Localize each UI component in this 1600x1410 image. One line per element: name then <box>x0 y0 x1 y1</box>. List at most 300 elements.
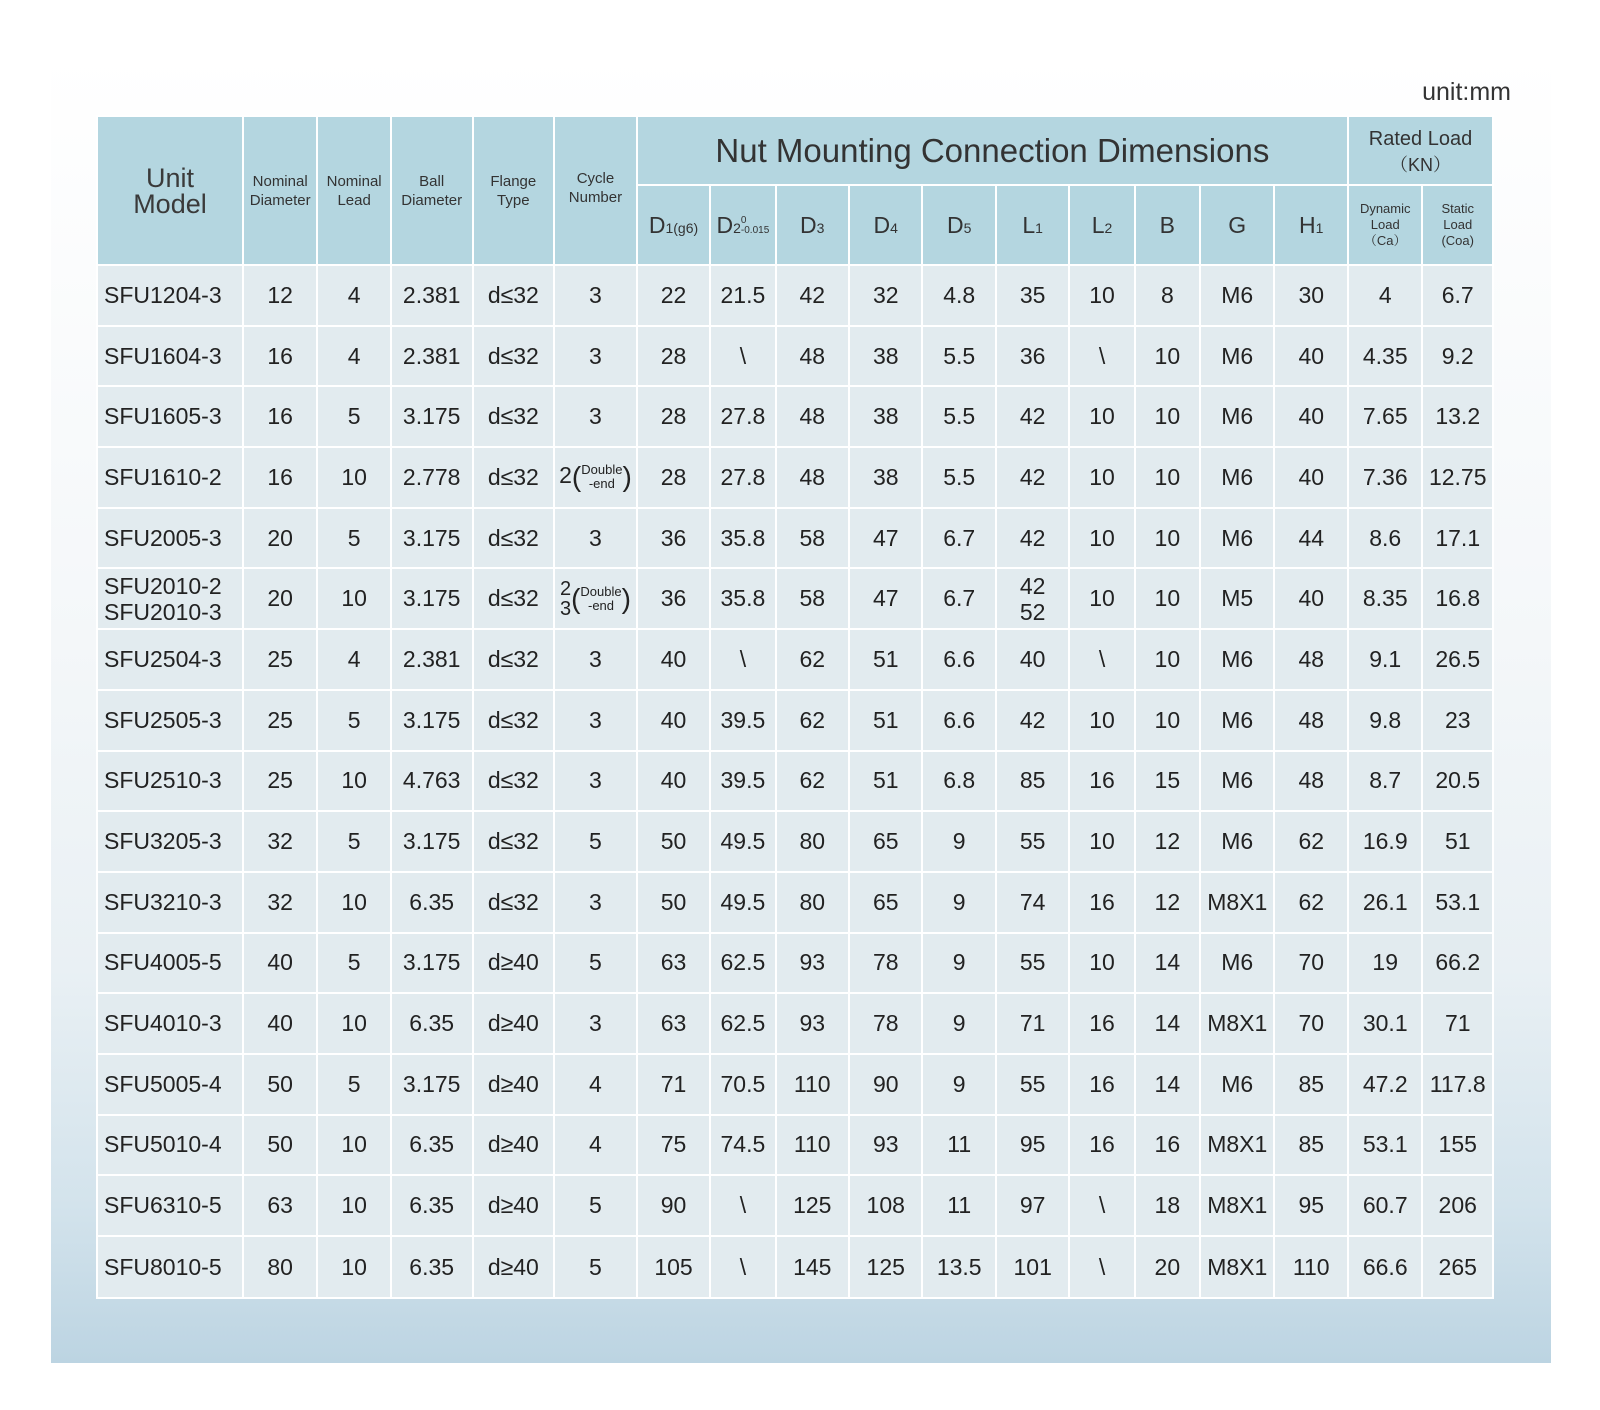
cell-d1: 40 <box>637 751 710 812</box>
cell-b: 12 <box>1135 872 1200 933</box>
cell-lead: 10 <box>317 1175 390 1236</box>
cell-ca: 8.6 <box>1348 508 1422 569</box>
cell-d5: 5.5 <box>922 326 995 387</box>
cell-lead: 10 <box>317 1115 390 1176</box>
cell-nd: 32 <box>243 872 317 933</box>
cell-nd: 63 <box>243 1175 317 1236</box>
cell-cycle: 5 <box>554 1236 637 1298</box>
table-row <box>97 811 1493 872</box>
cell-flange: d≥40 <box>473 933 555 994</box>
cell-ca: 4.35 <box>1348 326 1422 387</box>
cell-model: SFU3205-3 <box>97 811 243 872</box>
cell-nd: 16 <box>243 447 317 508</box>
cell-b: 10 <box>1135 568 1200 629</box>
cell-flange: d≤32 <box>473 447 555 508</box>
cell-l2: 10 <box>1069 386 1134 447</box>
cell-d4: 32 <box>849 265 922 326</box>
cell-d3: 48 <box>776 326 849 387</box>
cell-d4: 51 <box>849 751 922 812</box>
cell-l1: 85 <box>996 751 1069 812</box>
cell-nd: 20 <box>243 508 317 569</box>
header-d2: D2 0 -0.015 <box>710 185 775 265</box>
cell-b: 10 <box>1135 447 1200 508</box>
table-row <box>97 690 1493 751</box>
cell-l1: 40 <box>996 629 1069 690</box>
cell-flange: d≤32 <box>473 508 555 569</box>
cell-nd: 80 <box>243 1236 317 1298</box>
cell-d3: 80 <box>776 811 849 872</box>
cell-model: SFU2005-3 <box>97 508 243 569</box>
cell-l1: 42 52 <box>996 568 1069 629</box>
cell-lead: 10 <box>317 751 390 812</box>
cell-d2: \ <box>710 1236 775 1298</box>
cell-d5: 6.6 <box>922 690 995 751</box>
header-g: G <box>1200 185 1274 265</box>
cell-l2: 10 <box>1069 568 1134 629</box>
cell-d1: 36 <box>637 568 710 629</box>
cell-g: M8X1 <box>1200 872 1274 933</box>
cell-cycle: 3 <box>554 629 637 690</box>
cell-ca: 8.35 <box>1348 568 1422 629</box>
cell-d4: 90 <box>849 1054 922 1115</box>
cell-d2: 49.5 <box>710 872 775 933</box>
cell-flange: d≥40 <box>473 1236 555 1298</box>
cell-lead: 4 <box>317 629 390 690</box>
cell-cycle: 3 <box>554 872 637 933</box>
cell-d5: 6.8 <box>922 751 995 812</box>
cell-h1: 95 <box>1274 1175 1348 1236</box>
cell-coa: 20.5 <box>1422 751 1493 812</box>
cell-l2: \ <box>1069 629 1134 690</box>
cell-cycle: 3 <box>554 265 637 326</box>
cell-g: M8X1 <box>1200 1115 1274 1176</box>
cell-ca: 53.1 <box>1348 1115 1422 1176</box>
cell-flange: d≥40 <box>473 1054 555 1115</box>
cell-h1: 44 <box>1274 508 1348 569</box>
cell-model: SFU2010-2 SFU2010-3 <box>97 568 243 629</box>
cell-nd: 50 <box>243 1115 317 1176</box>
table-row <box>97 508 1493 569</box>
cell-model: SFU1605-3 <box>97 386 243 447</box>
cell-d3: 48 <box>776 447 849 508</box>
cell-ball: 3.175 <box>391 1054 473 1115</box>
cell-h1: 48 <box>1274 751 1348 812</box>
cell-d5: 9 <box>922 993 995 1054</box>
ball-screw-spec-table <box>96 115 1494 1299</box>
cell-d5: 4.8 <box>922 265 995 326</box>
cell-ball: 4.763 <box>391 751 473 812</box>
cell-ca: 4 <box>1348 265 1422 326</box>
cell-ball: 3.175 <box>391 386 473 447</box>
cell-lead: 5 <box>317 386 390 447</box>
cell-d5: 6.7 <box>922 568 995 629</box>
cell-d5: 9 <box>922 1054 995 1115</box>
cell-d2: 70.5 <box>710 1054 775 1115</box>
header-unit-model: Unit Model <box>97 116 243 265</box>
cell-ca: 9.8 <box>1348 690 1422 751</box>
cell-d3: 145 <box>776 1236 849 1298</box>
header-cycle-number: Cycle Number <box>554 116 637 265</box>
cell-d4: 125 <box>849 1236 922 1298</box>
cell-cycle: 4 <box>554 1115 637 1176</box>
cell-h1: 40 <box>1274 386 1348 447</box>
cell-l2: 16 <box>1069 1115 1134 1176</box>
cell-flange: d≤32 <box>473 751 555 812</box>
cell-l1: 55 <box>996 1054 1069 1115</box>
cell-lead: 10 <box>317 993 390 1054</box>
cell-ball: 6.35 <box>391 1236 473 1298</box>
cell-ca: 8.7 <box>1348 751 1422 812</box>
cell-d4: 47 <box>849 568 922 629</box>
cell-nd: 20 <box>243 568 317 629</box>
header-flange-type: Flange Type <box>473 116 555 265</box>
cell-d4: 65 <box>849 872 922 933</box>
cell-g: M8X1 <box>1200 1175 1274 1236</box>
cell-d4: 65 <box>849 811 922 872</box>
cell-coa: 51 <box>1422 811 1493 872</box>
header-d4: D4 <box>849 185 922 265</box>
cell-d1: 40 <box>637 690 710 751</box>
cell-g: M6 <box>1200 386 1274 447</box>
cell-ca: 9.1 <box>1348 629 1422 690</box>
cell-coa: 26.5 <box>1422 629 1493 690</box>
cell-l1: 55 <box>996 933 1069 994</box>
cell-h1: 62 <box>1274 872 1348 933</box>
cell-d2: 35.8 <box>710 568 775 629</box>
cell-l1: 55 <box>996 811 1069 872</box>
cell-g: M6 <box>1200 751 1274 812</box>
cell-g: M5 <box>1200 568 1274 629</box>
cell-nd: 16 <box>243 386 317 447</box>
cell-ball: 3.175 <box>391 508 473 569</box>
cell-flange: d≤32 <box>473 386 555 447</box>
cell-cycle: 3 <box>554 751 637 812</box>
cell-d5: 6.7 <box>922 508 995 569</box>
cell-cycle: 2 3 ( Double -end ) <box>554 568 637 629</box>
cell-d2: 39.5 <box>710 751 775 812</box>
cell-flange: d≤32 <box>473 690 555 751</box>
spec-sheet <box>51 53 1551 1363</box>
cell-d2: 27.8 <box>710 447 775 508</box>
cell-b: 12 <box>1135 811 1200 872</box>
cell-flange: d≥40 <box>473 993 555 1054</box>
cell-l2: 16 <box>1069 993 1134 1054</box>
cell-lead: 5 <box>317 1054 390 1115</box>
cell-lead: 10 <box>317 447 390 508</box>
cell-l2: 10 <box>1069 508 1134 569</box>
cell-b: 14 <box>1135 1054 1200 1115</box>
cell-d1: 28 <box>637 386 710 447</box>
cell-d4: 78 <box>849 933 922 994</box>
cell-ball: 2.381 <box>391 629 473 690</box>
cell-h1: 40 <box>1274 568 1348 629</box>
cell-flange: d≤32 <box>473 265 555 326</box>
cell-l2: 16 <box>1069 1054 1134 1115</box>
cell-b: 14 <box>1135 993 1200 1054</box>
cell-d1: 28 <box>637 326 710 387</box>
cell-coa: 155 <box>1422 1115 1493 1176</box>
cell-d3: 93 <box>776 933 849 994</box>
cell-model: SFU2504-3 <box>97 629 243 690</box>
table-row <box>97 933 1493 994</box>
cell-lead: 5 <box>317 690 390 751</box>
cell-d4: 47 <box>849 508 922 569</box>
cell-d1: 50 <box>637 811 710 872</box>
cell-model: SFU1610-2 <box>97 447 243 508</box>
cell-l1: 71 <box>996 993 1069 1054</box>
cell-d2: 62.5 <box>710 993 775 1054</box>
cell-model: SFU4010-3 <box>97 993 243 1054</box>
cell-lead: 5 <box>317 811 390 872</box>
cell-d4: 78 <box>849 993 922 1054</box>
cell-cycle: 2( Double -end ) <box>554 447 637 508</box>
cell-ball: 2.381 <box>391 326 473 387</box>
cell-nd: 12 <box>243 265 317 326</box>
cell-d2: 35.8 <box>710 508 775 569</box>
cell-d1: 22 <box>637 265 710 326</box>
cell-l2: 10 <box>1069 265 1134 326</box>
cell-nd: 40 <box>243 993 317 1054</box>
table-row <box>97 265 1493 326</box>
cell-d3: 58 <box>776 508 849 569</box>
cell-ball: 3.175 <box>391 811 473 872</box>
cell-l1: 36 <box>996 326 1069 387</box>
table-row <box>97 1175 1493 1236</box>
cell-flange: d≤32 <box>473 872 555 933</box>
cell-d2: 49.5 <box>710 811 775 872</box>
cell-g: M6 <box>1200 1054 1274 1115</box>
cell-ca: 26.1 <box>1348 872 1422 933</box>
cell-h1: 48 <box>1274 629 1348 690</box>
cell-cycle: 3 <box>554 690 637 751</box>
cell-d1: 50 <box>637 872 710 933</box>
cell-d1: 71 <box>637 1054 710 1115</box>
table-row <box>97 568 1493 629</box>
cell-lead: 10 <box>317 568 390 629</box>
cell-coa: 117.8 <box>1422 1054 1493 1115</box>
cell-b: 10 <box>1135 629 1200 690</box>
table-row <box>97 326 1493 387</box>
cell-d2: 62.5 <box>710 933 775 994</box>
cell-l2: 10 <box>1069 447 1134 508</box>
cell-d3: 58 <box>776 568 849 629</box>
cell-b: 20 <box>1135 1236 1200 1298</box>
cell-d1: 28 <box>637 447 710 508</box>
cell-ball: 3.175 <box>391 568 473 629</box>
cell-lead: 4 <box>317 326 390 387</box>
cell-g: M6 <box>1200 690 1274 751</box>
cell-l2: \ <box>1069 1175 1134 1236</box>
cell-d4: 93 <box>849 1115 922 1176</box>
cell-ball: 3.175 <box>391 690 473 751</box>
cell-d1: 40 <box>637 629 710 690</box>
cell-b: 10 <box>1135 386 1200 447</box>
cell-coa: 66.2 <box>1422 933 1493 994</box>
cell-d1: 90 <box>637 1175 710 1236</box>
cell-d5: 11 <box>922 1175 995 1236</box>
cell-l1: 42 <box>996 690 1069 751</box>
cell-ca: 7.65 <box>1348 386 1422 447</box>
cell-cycle: 5 <box>554 933 637 994</box>
cell-coa: 265 <box>1422 1236 1493 1298</box>
cell-l1: 97 <box>996 1175 1069 1236</box>
cell-l2: 10 <box>1069 933 1134 994</box>
cell-nd: 25 <box>243 690 317 751</box>
cell-h1: 85 <box>1274 1054 1348 1115</box>
cell-flange: d≤32 <box>473 811 555 872</box>
cell-b: 15 <box>1135 751 1200 812</box>
header-rated-load-group: Rated Load （KN） <box>1348 116 1493 185</box>
cell-d5: 11 <box>922 1115 995 1176</box>
header-d3: D3 <box>776 185 849 265</box>
cell-l1: 74 <box>996 872 1069 933</box>
cell-g: M6 <box>1200 447 1274 508</box>
cell-ca: 66.6 <box>1348 1236 1422 1298</box>
cell-h1: 40 <box>1274 447 1348 508</box>
cell-lead: 10 <box>317 1236 390 1298</box>
cell-d5: 9 <box>922 811 995 872</box>
cell-lead: 5 <box>317 508 390 569</box>
cell-ball: 2.778 <box>391 447 473 508</box>
cell-l2: \ <box>1069 1236 1134 1298</box>
cell-d4: 51 <box>849 629 922 690</box>
cell-lead: 4 <box>317 265 390 326</box>
cell-nd: 25 <box>243 751 317 812</box>
table-row <box>97 1054 1493 1115</box>
cell-l2: 10 <box>1069 811 1134 872</box>
cell-lead: 10 <box>317 872 390 933</box>
cell-nd: 50 <box>243 1054 317 1115</box>
cell-flange: d≥40 <box>473 1175 555 1236</box>
cell-d5: 5.5 <box>922 447 995 508</box>
cell-d4: 51 <box>849 690 922 751</box>
cell-h1: 70 <box>1274 933 1348 994</box>
header-nut-mounting-group: Nut Mounting Connection Dimensions <box>637 116 1348 185</box>
cell-lead: 5 <box>317 933 390 994</box>
cell-h1: 70 <box>1274 993 1348 1054</box>
cell-h1: 40 <box>1274 326 1348 387</box>
cell-ca: 16.9 <box>1348 811 1422 872</box>
header-l1: L1 <box>996 185 1069 265</box>
cell-flange: d≥40 <box>473 1115 555 1176</box>
table-row <box>97 751 1493 812</box>
cell-g: M6 <box>1200 629 1274 690</box>
cell-coa: 9.2 <box>1422 326 1493 387</box>
cell-cycle: 4 <box>554 1054 637 1115</box>
cell-model: SFU3210-3 <box>97 872 243 933</box>
cell-l1: 42 <box>996 508 1069 569</box>
header-d5: D5 <box>922 185 995 265</box>
table-row <box>97 1236 1493 1298</box>
cell-ca: 7.36 <box>1348 447 1422 508</box>
cell-d3: 62 <box>776 629 849 690</box>
cell-h1: 48 <box>1274 690 1348 751</box>
cell-g: M6 <box>1200 265 1274 326</box>
cell-coa: 71 <box>1422 993 1493 1054</box>
header-b: B <box>1135 185 1200 265</box>
cell-coa: 53.1 <box>1422 872 1493 933</box>
cell-model: SFU2510-3 <box>97 751 243 812</box>
cell-d3: 110 <box>776 1115 849 1176</box>
cell-cycle: 3 <box>554 993 637 1054</box>
cell-model: SFU2505-3 <box>97 690 243 751</box>
cell-l1: 42 <box>996 386 1069 447</box>
cell-g: M6 <box>1200 933 1274 994</box>
cell-d1: 63 <box>637 933 710 994</box>
cell-model: SFU1204-3 <box>97 265 243 326</box>
cell-coa: 17.1 <box>1422 508 1493 569</box>
cell-model: SFU5010-4 <box>97 1115 243 1176</box>
cell-d1: 105 <box>637 1236 710 1298</box>
cell-b: 10 <box>1135 508 1200 569</box>
cell-d2: 74.5 <box>710 1115 775 1176</box>
cell-l1: 95 <box>996 1115 1069 1176</box>
cell-nd: 16 <box>243 326 317 387</box>
cell-nd: 25 <box>243 629 317 690</box>
cell-d5: 5.5 <box>922 386 995 447</box>
header-dynamic-load: Dynamic Load （Ca） <box>1348 185 1422 265</box>
cell-d1: 63 <box>637 993 710 1054</box>
unit-label: unit:mm <box>1422 78 1511 106</box>
cell-model: SFU6310-5 <box>97 1175 243 1236</box>
table-row <box>97 872 1493 933</box>
cell-coa: 6.7 <box>1422 265 1493 326</box>
cell-b: 16 <box>1135 1115 1200 1176</box>
cell-cycle: 3 <box>554 508 637 569</box>
cell-ball: 3.175 <box>391 933 473 994</box>
cell-l2: 10 <box>1069 690 1134 751</box>
header-ball-diameter: Ball Diameter <box>391 116 473 265</box>
cell-d5: 9 <box>922 872 995 933</box>
cell-model: SFU5005-4 <box>97 1054 243 1115</box>
cell-ball: 2.381 <box>391 265 473 326</box>
cell-d3: 62 <box>776 690 849 751</box>
cell-g: M8X1 <box>1200 993 1274 1054</box>
cell-h1: 85 <box>1274 1115 1348 1176</box>
cell-l2: 16 <box>1069 872 1134 933</box>
cell-l1: 101 <box>996 1236 1069 1298</box>
cell-coa: 16.8 <box>1422 568 1493 629</box>
cell-cycle: 3 <box>554 386 637 447</box>
cell-flange: d≤32 <box>473 629 555 690</box>
cell-ca: 19 <box>1348 933 1422 994</box>
header-l2: L2 <box>1069 185 1134 265</box>
cell-d2: \ <box>710 326 775 387</box>
cell-nd: 40 <box>243 933 317 994</box>
cell-cycle: 5 <box>554 811 637 872</box>
cell-model: SFU1604-3 <box>97 326 243 387</box>
cell-model: SFU8010-5 <box>97 1236 243 1298</box>
cell-d4: 108 <box>849 1175 922 1236</box>
cell-g: M6 <box>1200 508 1274 569</box>
cell-coa: 206 <box>1422 1175 1493 1236</box>
cell-nd: 32 <box>243 811 317 872</box>
cell-d3: 48 <box>776 386 849 447</box>
header-nominal-lead: Nominal Lead <box>317 116 390 265</box>
cell-ca: 30.1 <box>1348 993 1422 1054</box>
cell-b: 18 <box>1135 1175 1200 1236</box>
cell-d3: 110 <box>776 1054 849 1115</box>
cell-d1: 36 <box>637 508 710 569</box>
cell-coa: 12.75 <box>1422 447 1493 508</box>
cell-g: M6 <box>1200 326 1274 387</box>
table-row <box>97 447 1493 508</box>
cell-coa: 23 <box>1422 690 1493 751</box>
cell-cycle: 5 <box>554 1175 637 1236</box>
cell-cycle: 3 <box>554 326 637 387</box>
cell-flange: d≤32 <box>473 326 555 387</box>
cell-d3: 80 <box>776 872 849 933</box>
